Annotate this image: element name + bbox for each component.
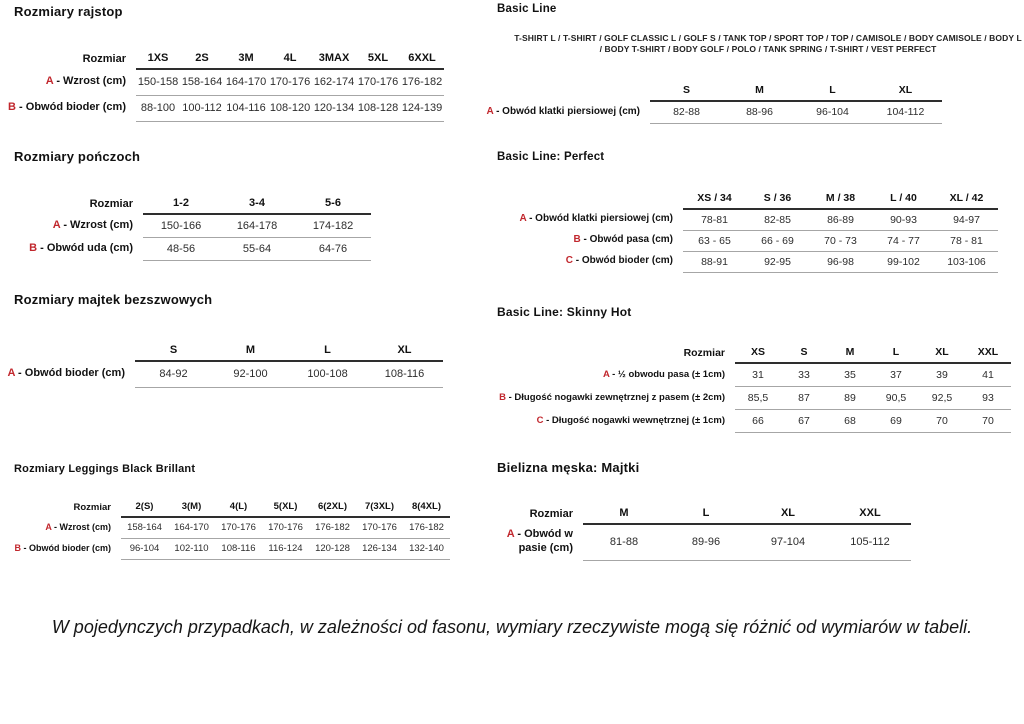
table-row bbox=[3, 95, 444, 121]
size-value: 70 bbox=[919, 409, 965, 432]
section-basic-line-perfect bbox=[497, 150, 998, 273]
size-value: 70 bbox=[965, 409, 1011, 432]
size-value: 78-81 bbox=[683, 209, 746, 230]
column-header: 7(3XL) bbox=[356, 500, 403, 517]
dimension-letter: A bbox=[519, 213, 527, 225]
header-row bbox=[497, 346, 1011, 363]
table-corner-label: Rozmiar bbox=[683, 347, 725, 359]
section-bielizna-meska bbox=[497, 460, 911, 561]
size-value: 88-91 bbox=[683, 251, 746, 272]
row-label: A - Wzrost (cm) bbox=[52, 218, 133, 231]
row-label: B - Obwód bioder (cm) bbox=[8, 101, 126, 114]
size-value: 85,5 bbox=[735, 386, 781, 409]
column-header: M bbox=[583, 507, 665, 524]
column-header: L bbox=[289, 339, 366, 361]
size-value: 92-100 bbox=[212, 361, 289, 387]
column-header: XXL bbox=[965, 346, 1011, 363]
size-table bbox=[3, 500, 450, 560]
dimension-letter: B bbox=[14, 542, 21, 553]
table-row bbox=[3, 517, 450, 538]
header-row bbox=[497, 191, 998, 209]
row-label: A - ½ obwodu pasa (± 1cm) bbox=[602, 368, 725, 380]
column-header: 3MAX bbox=[312, 47, 356, 69]
table-row bbox=[497, 230, 998, 251]
size-value: 124-139 bbox=[400, 95, 444, 121]
size-value: 66 - 69 bbox=[746, 230, 809, 251]
table-corner-label bbox=[3, 339, 135, 361]
dimension-letter: A bbox=[45, 75, 54, 88]
size-value: 82-88 bbox=[650, 101, 723, 123]
size-value: 81-88 bbox=[583, 524, 665, 560]
header-row bbox=[3, 339, 443, 361]
section-title: Rozmiary pończoch bbox=[14, 149, 141, 164]
section-basic-line-skinny-hot bbox=[497, 305, 1011, 433]
size-table bbox=[497, 507, 911, 561]
section-title: Rozmiary rajstop bbox=[14, 4, 123, 19]
size-value: 104-112 bbox=[869, 101, 942, 123]
size-value: 104-116 bbox=[224, 95, 268, 121]
size-table bbox=[3, 192, 371, 261]
table-row bbox=[3, 361, 443, 387]
size-value: 105-112 bbox=[829, 524, 911, 560]
size-value: 176-182 bbox=[403, 517, 450, 538]
header-row bbox=[3, 192, 371, 214]
size-value: 69 bbox=[873, 409, 919, 432]
size-value: 170-176 bbox=[262, 517, 309, 538]
column-header: XS bbox=[735, 346, 781, 363]
section-leggings bbox=[3, 463, 450, 560]
dimension-letter: A bbox=[45, 521, 52, 532]
size-value: 70 - 73 bbox=[809, 230, 872, 251]
column-header: 5(XL) bbox=[262, 500, 309, 517]
size-value: 170-176 bbox=[356, 69, 400, 95]
size-value: 176-182 bbox=[309, 517, 356, 538]
size-value: 33 bbox=[781, 363, 827, 386]
size-value: 63 - 65 bbox=[683, 230, 746, 251]
size-value: 174-182 bbox=[295, 214, 371, 237]
size-value: 89 bbox=[827, 386, 873, 409]
section-rozmiary-ponczoch bbox=[3, 149, 371, 261]
size-value: 48-56 bbox=[143, 237, 219, 260]
size-table bbox=[497, 191, 998, 273]
table-corner-label bbox=[497, 191, 683, 209]
size-value: 176-182 bbox=[400, 69, 444, 95]
size-value: 96-98 bbox=[809, 251, 872, 272]
table-corner-label: Rozmiar bbox=[73, 502, 111, 513]
column-header: S bbox=[650, 83, 723, 101]
size-value: 37 bbox=[873, 363, 919, 386]
row-label: B - Długość nogawki zewnętrznej z pasem (± 2cm) bbox=[499, 391, 725, 403]
bielizna-meska-table bbox=[497, 507, 911, 561]
size-value: 170-176 bbox=[268, 69, 312, 95]
size-value: 158-164 bbox=[180, 69, 224, 95]
size-table bbox=[472, 83, 942, 124]
header-row bbox=[3, 500, 450, 517]
basic-line-products: T-SHIRT L / T-SHIRT / GOLF CLASSIC L / GOLF S / TANK TOP / SPORT TOP / TOP / CAMISOLE / BODY CAMISOLE / BODY L / BODY T-SHIRT / BODY GOLF / POLO / TANK SPRING / T-SHIRT / VEST PERFECT bbox=[514, 33, 1022, 54]
majtki-bezszwowe-table bbox=[3, 339, 443, 388]
size-value: 126-134 bbox=[356, 538, 403, 559]
column-header: 6XXL bbox=[400, 47, 444, 69]
size-value: 120-128 bbox=[309, 538, 356, 559]
size-value: 170-176 bbox=[356, 517, 403, 538]
dimension-letter: A bbox=[602, 368, 610, 380]
size-value: 102-110 bbox=[168, 538, 215, 559]
size-value: 97-104 bbox=[747, 524, 829, 560]
size-value: 103-106 bbox=[935, 251, 998, 272]
basic-line-table bbox=[472, 83, 1024, 124]
section-majtki-bezszwowe bbox=[3, 292, 443, 388]
ponczoch-table bbox=[3, 192, 371, 261]
size-value: 86-89 bbox=[809, 209, 872, 230]
column-header: 3-4 bbox=[219, 192, 295, 214]
header-row bbox=[3, 47, 444, 69]
dimension-letter: B bbox=[29, 241, 38, 254]
size-value: 92,5 bbox=[919, 386, 965, 409]
size-value: 74 - 77 bbox=[872, 230, 935, 251]
table-row bbox=[3, 237, 371, 260]
row-label: C - Długość nogawki wewnętrznej (± 1cm) bbox=[536, 414, 725, 426]
size-value: 108-116 bbox=[215, 538, 262, 559]
size-value: 64-76 bbox=[295, 237, 371, 260]
footer-note: W pojedynczych przypadkach, w zależności od fasonu, wymiary rzeczywiste mogą się różnić od wymiarów w tabeli. bbox=[51, 617, 973, 637]
section-title: Rozmiary Leggings Black Brillant bbox=[14, 463, 196, 475]
size-value: 120-134 bbox=[312, 95, 356, 121]
row-label: A - Obwód klatki piersiowej (cm) bbox=[519, 213, 673, 225]
table-corner-label bbox=[472, 83, 650, 101]
size-value: 164-170 bbox=[168, 517, 215, 538]
table-row bbox=[3, 214, 371, 237]
size-value: 41 bbox=[965, 363, 1011, 386]
table-corner-label: Rozmiar bbox=[89, 198, 133, 210]
size-table bbox=[497, 346, 1011, 433]
dimension-letter: B bbox=[499, 391, 506, 403]
size-value: 162-174 bbox=[312, 69, 356, 95]
row-label: A - Obwód klatki piersiowej (cm) bbox=[486, 105, 640, 117]
section-basic-line bbox=[472, 2, 1024, 124]
size-table bbox=[3, 47, 444, 122]
size-value: 108-116 bbox=[366, 361, 443, 387]
row-label: A - Obwód w pasie (cm) bbox=[506, 528, 573, 554]
column-header: 1-2 bbox=[143, 192, 219, 214]
size-value: 92-95 bbox=[746, 251, 809, 272]
size-value: 100-112 bbox=[180, 95, 224, 121]
header-row bbox=[497, 507, 911, 524]
column-header: S / 36 bbox=[746, 191, 809, 209]
dimension-letter: B bbox=[573, 234, 581, 246]
table-row bbox=[497, 409, 1011, 432]
table-row bbox=[3, 538, 450, 559]
size-value: 150-158 bbox=[136, 69, 180, 95]
column-header: 8(4XL) bbox=[403, 500, 450, 517]
size-value: 82-85 bbox=[746, 209, 809, 230]
size-value: 108-128 bbox=[356, 95, 400, 121]
table-row bbox=[3, 69, 444, 95]
section-title: Basic Line: Skinny Hot bbox=[497, 305, 632, 319]
column-header: M bbox=[723, 83, 796, 101]
size-value: 96-104 bbox=[121, 538, 168, 559]
table-row bbox=[497, 251, 998, 272]
basic-line-perfect-table bbox=[497, 191, 998, 273]
table-corner-label: Rozmiar bbox=[82, 53, 126, 65]
column-header: 3M bbox=[224, 47, 268, 69]
column-header: 2(S) bbox=[121, 500, 168, 517]
column-header: M bbox=[212, 339, 289, 361]
column-header: XL bbox=[747, 507, 829, 524]
column-header: L / 40 bbox=[872, 191, 935, 209]
column-header: 2S bbox=[180, 47, 224, 69]
size-value: 93 bbox=[965, 386, 1011, 409]
dimension-letter: A bbox=[486, 105, 494, 117]
column-header: S bbox=[781, 346, 827, 363]
row-label: B - Obwód bioder (cm) bbox=[14, 542, 111, 553]
size-value: 88-100 bbox=[136, 95, 180, 121]
size-value: 90-93 bbox=[872, 209, 935, 230]
size-table bbox=[3, 339, 443, 388]
column-header: L bbox=[665, 507, 747, 524]
column-header: 6(2XL) bbox=[309, 500, 356, 517]
size-value: 164-170 bbox=[224, 69, 268, 95]
dimension-letter: A bbox=[506, 528, 515, 541]
size-value: 68 bbox=[827, 409, 873, 432]
row-label: A - Wzrost (cm) bbox=[45, 521, 111, 532]
column-header: XL / 42 bbox=[935, 191, 998, 209]
column-header: XL bbox=[366, 339, 443, 361]
size-value: 132-140 bbox=[403, 538, 450, 559]
column-header: L bbox=[796, 83, 869, 101]
size-value: 39 bbox=[919, 363, 965, 386]
size-value: 87 bbox=[781, 386, 827, 409]
size-value: 55-64 bbox=[219, 237, 295, 260]
size-value: 116-124 bbox=[262, 538, 309, 559]
column-header: 4L bbox=[268, 47, 312, 69]
size-value: 78 - 81 bbox=[935, 230, 998, 251]
table-row bbox=[497, 386, 1011, 409]
column-header: 1XS bbox=[136, 47, 180, 69]
size-value: 150-166 bbox=[143, 214, 219, 237]
table-row bbox=[472, 101, 942, 123]
size-value: 100-108 bbox=[289, 361, 366, 387]
size-value: 90,5 bbox=[873, 386, 919, 409]
column-header: 3(M) bbox=[168, 500, 215, 517]
column-header: XXL bbox=[829, 507, 911, 524]
size-value: 94-97 bbox=[935, 209, 998, 230]
header-row bbox=[472, 83, 942, 101]
section-title: Basic Line: Perfect bbox=[497, 151, 605, 163]
row-label: B - Obwód pasa (cm) bbox=[573, 234, 673, 246]
dimension-letter: C bbox=[536, 414, 544, 426]
size-value: 170-176 bbox=[215, 517, 262, 538]
row-label: B - Obwód uda (cm) bbox=[29, 241, 133, 254]
column-header: S bbox=[135, 339, 212, 361]
column-header: XL bbox=[869, 83, 942, 101]
skinny-hot-table bbox=[497, 346, 1011, 433]
dimension-letter: C bbox=[565, 255, 573, 267]
size-value: 108-120 bbox=[268, 95, 312, 121]
leggings-table bbox=[3, 500, 450, 560]
size-value: 66 bbox=[735, 409, 781, 432]
section-rozmiary-rajstop bbox=[3, 4, 444, 122]
size-value: 88-96 bbox=[723, 101, 796, 123]
column-header: M / 38 bbox=[809, 191, 872, 209]
column-header: XS / 34 bbox=[683, 191, 746, 209]
size-value: 89-96 bbox=[665, 524, 747, 560]
row-label: C - Obwód bioder (cm) bbox=[565, 255, 673, 267]
dimension-letter: A bbox=[52, 218, 61, 231]
size-value: 84-92 bbox=[135, 361, 212, 387]
table-row bbox=[497, 209, 998, 230]
table-row bbox=[497, 363, 1011, 386]
dimension-letter: A bbox=[7, 367, 15, 380]
dimension-letter: B bbox=[8, 101, 16, 114]
section-title: Basic Line bbox=[497, 3, 557, 15]
table-corner-label: Rozmiar bbox=[529, 508, 573, 520]
column-header: 5-6 bbox=[295, 192, 371, 214]
section-title: Rozmiary majtek bezszwowych bbox=[14, 292, 213, 307]
section-title: Bielizna męska: Majtki bbox=[497, 460, 640, 475]
row-label: A - Obwód bioder (cm) bbox=[7, 367, 125, 380]
size-value: 96-104 bbox=[796, 101, 869, 123]
column-header: XL bbox=[919, 346, 965, 363]
size-value: 158-164 bbox=[121, 517, 168, 538]
size-value: 164-178 bbox=[219, 214, 295, 237]
column-header: 5XL bbox=[356, 47, 400, 69]
size-value: 99-102 bbox=[872, 251, 935, 272]
size-value: 35 bbox=[827, 363, 873, 386]
row-label: A - Wzrost (cm) bbox=[45, 75, 126, 88]
table-row bbox=[497, 524, 911, 560]
size-value: 31 bbox=[735, 363, 781, 386]
size-value: 67 bbox=[781, 409, 827, 432]
column-header: L bbox=[873, 346, 919, 363]
rajstop-table bbox=[3, 47, 444, 122]
column-header: M bbox=[827, 346, 873, 363]
column-header: 4(L) bbox=[215, 500, 262, 517]
